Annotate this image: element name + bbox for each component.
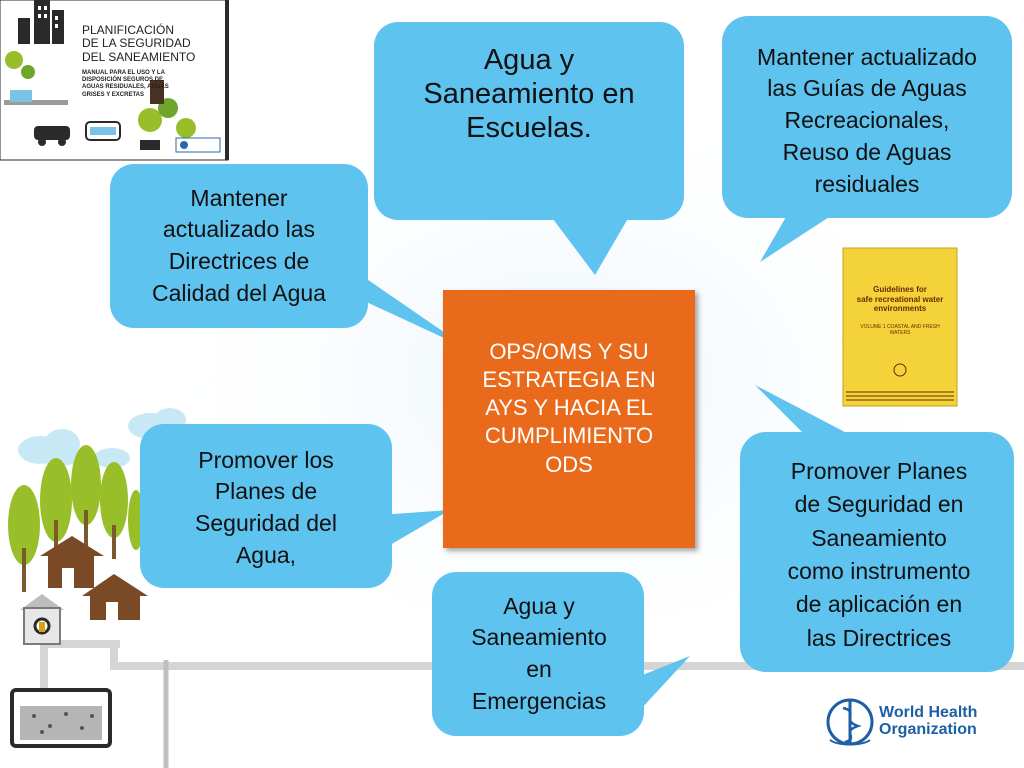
center-strategy-box — [443, 290, 695, 548]
bubble-ssp-text — [744, 450, 1014, 660]
bubble-line: Directrices de — [168, 248, 310, 274]
bubble-line: actualizado las — [162, 216, 316, 243]
latrine-icon — [20, 594, 64, 644]
cover-title-line: PLANIFICACIÓN — [82, 23, 175, 37]
guidelines-cover-title — [850, 285, 950, 314]
bubble-line: Agua y — [483, 43, 575, 76]
bubble-line: Saneamiento — [471, 624, 607, 651]
cover-sub-line: AGUAS RESIDUALES, AGUAS — [82, 84, 169, 91]
bubble-line: Calidad del Agua — [152, 279, 326, 306]
bubble-line: Promover los — [198, 446, 334, 473]
bubble-line: Agua, — [235, 541, 297, 568]
bubble-line: Recreacionales, — [784, 107, 950, 134]
bubble-line: de Seguridad en — [794, 491, 964, 518]
bubble-line: de aplicación en — [795, 591, 963, 618]
cover-sub-line: MANUAL PARA EL USO Y LA — [82, 70, 165, 76]
center-line: OPS/OMS Y SU — [489, 339, 649, 364]
sanitation-cover-subtitle — [82, 70, 202, 99]
bubble-line: Mantener actualizado — [757, 43, 977, 70]
bubble-line: residuales — [814, 170, 920, 197]
septic-tank-icon — [12, 690, 110, 746]
bubble-emergency-text — [434, 584, 644, 724]
bubble-quality-text — [112, 176, 366, 316]
bubble-water-schools-text — [374, 34, 684, 154]
bubble-line: Saneamiento en — [423, 77, 635, 110]
cover-title-line: DEL SANEAMIENTO — [82, 49, 196, 64]
bubble-line: como instrumento — [787, 558, 971, 584]
guide-title-line: Guidelines for — [873, 285, 927, 294]
sanitation-cover-title — [82, 24, 222, 64]
who-logo-text — [879, 704, 977, 739]
guidelines-cover-subtitle: VOLUME 1 COASTAL AND FRESH WATERS — [860, 324, 940, 336]
bubble-line: Escuelas. — [466, 112, 592, 145]
bubble-line: Mantener — [190, 184, 288, 211]
bubble-wsp-text — [140, 438, 392, 578]
cover-sub-line: DISPOSICIÓN SEGUROS DE — [82, 77, 164, 84]
bubble-line: Saneamiento — [811, 524, 947, 551]
center-line: ODS — [545, 451, 593, 477]
bubble-line: en — [526, 656, 552, 682]
center-line: ESTRATEGIA EN — [482, 367, 656, 393]
bubble-line: Seguridad del — [195, 510, 337, 536]
bubble-line: las Guías de Aguas — [767, 75, 967, 102]
bubble-guides-text — [726, 30, 1008, 212]
cover-title-line: DE LA SEGURIDAD — [82, 36, 191, 51]
who-line: Organization — [879, 721, 977, 739]
who-line: World Health — [879, 704, 978, 721]
center-line: AYS Y HACIA EL — [485, 395, 653, 421]
bubble-line: Agua y — [503, 592, 575, 619]
who-logo-icon — [828, 700, 872, 745]
guide-title-line: safe recreational water — [856, 294, 944, 304]
guide-title-line: environments — [873, 304, 927, 314]
bubble-line: las Directrices — [806, 624, 952, 651]
bubble-line: Planes de — [214, 478, 318, 505]
center-line: CUMPLIMIENTO — [484, 423, 654, 449]
bubble-line: Promover Planes — [790, 457, 968, 484]
bubble-line: Reuso de Aguas — [782, 138, 952, 165]
cover-sub-line: GRISES Y EXCRETAS — [82, 91, 145, 98]
bubble-line: Emergencias — [471, 687, 607, 714]
